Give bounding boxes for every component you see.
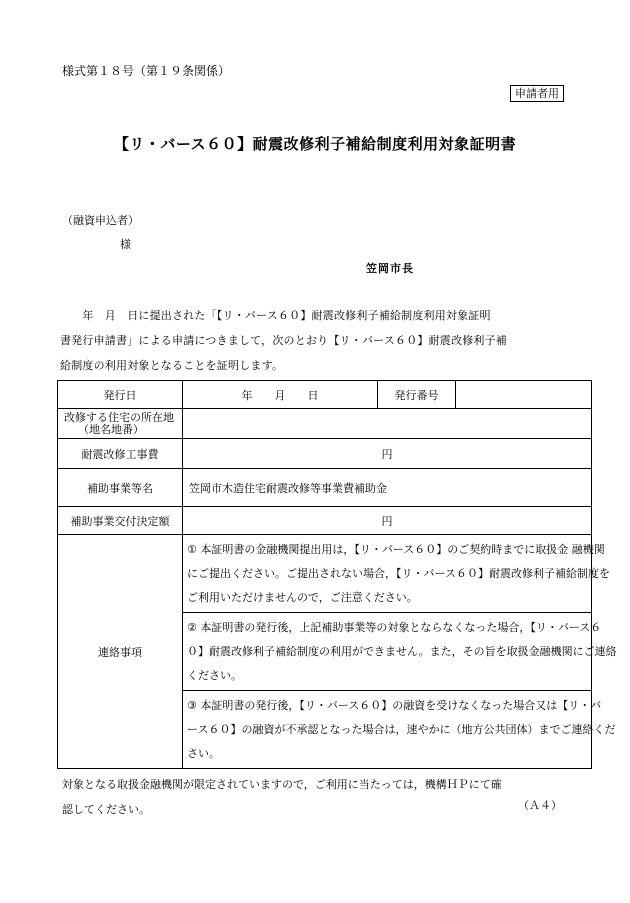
issue-date-value: 年 月 日 [183,381,378,409]
issue-number-label: 発行番号 [378,381,456,409]
address-value [183,409,592,439]
table-row-program [58,469,592,507]
statement-line: 年 月 日に提出された「【リ・バース６０】耐震改修利子補給制度利用対象証明 [60,309,491,322]
note-line: ース６０】の融資が不承認となった場合は，速やかに（地方公共団体）までご連絡くだ [187,723,616,736]
note-line: ください。 [187,669,242,682]
table-row-cost [58,439,592,469]
issue-number-value [456,381,592,409]
note-line: ② 本証明書の発行後，上記補助事業等の対象とならなくなった場合，【リ・バース６ [187,621,602,634]
address-label [58,409,183,439]
statement-line: 給制度の利用対象となることを証明します。 [60,359,284,372]
applicant-copy-badge: 申請者用 [510,85,564,102]
table-row-issue [58,381,592,409]
applicant-label: （融資申込者） [62,214,139,227]
certification-statement [60,303,575,378]
statement-line: 書発行申請書」による申請につきまして，次のとおり【リ・バース６０】耐震改修利子補 [60,334,508,347]
paper-size-label: （Ａ４） [518,799,562,812]
note-line: ① 本証明書の金融機関提出用は，【リ・バース６０】のご契約時までに取扱金 融機関 [187,543,605,556]
grant-label: 補助事業交付決定額 [58,507,183,535]
program-value: 笠岡市木造住宅耐震改修等事業費補助金 [183,469,592,507]
table-row-grant [58,507,592,535]
form-number: 様式第１８号（第１９条関係） [62,64,231,78]
note-line: ご利用いただけませんので，ご注意ください。 [187,591,418,604]
grant-value: 円 [183,507,592,535]
note-line: さい。 [187,747,220,760]
document-title: 【リ・バース６０】耐震改修利子補給制度利用対象証明書 [113,135,517,153]
honorific-sama: 様 [120,238,131,251]
issuer-mayor: 笠岡市長 [366,262,414,275]
footer-line: 対象となる取扱金融機関が限定されていますので，ご利用に当たっては，機構ＨＰにて確 [62,778,502,791]
address-label-line: （地名地番） [78,422,144,436]
address-label-line: 改修する住宅の所在地 [64,410,174,424]
note-item-2 [183,613,617,691]
note-line: にご提出ください。ご提出されない場合，【リ・バース６０】耐震改修利子補給制度を [187,567,610,580]
table-row-address [58,409,592,439]
cost-value: 円 [183,439,592,469]
note-item-1 [183,535,610,613]
footer-note [62,772,502,822]
issue-date-label: 発行日 [58,381,183,409]
note-line: ③ 本証明書の発行後，【リ・バース６０】の融資を受けなくなった場合又は【リ・バ [187,699,602,712]
certificate-table [57,380,617,769]
note-item-3 [183,691,616,769]
program-label: 補助事業等名 [58,469,183,507]
table-row-note-1 [58,535,592,613]
notes-label: 連絡事項 [58,535,183,769]
footer-line: 認してください。 [62,803,150,816]
note-line: ０】耐震改修利子補給制度の利用ができません。また，その旨を取扱金融機関にご連絡 [187,645,617,658]
cost-label: 耐震改修工事費 [58,439,183,469]
